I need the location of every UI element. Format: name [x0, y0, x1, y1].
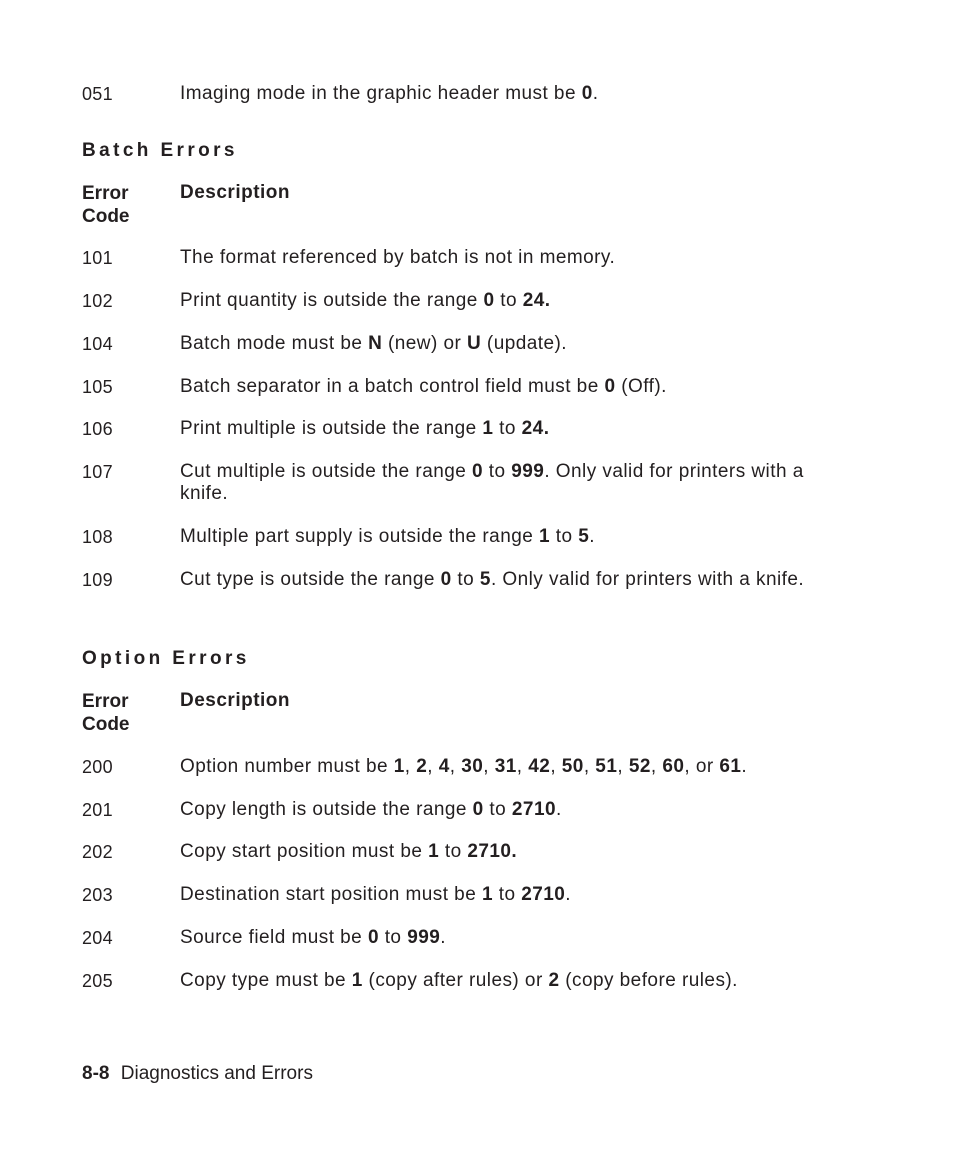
bold-value: 24. [522, 290, 551, 311]
error-description [180, 970, 840, 992]
error-description [180, 884, 840, 906]
bold-value: 1 [393, 756, 405, 777]
text-run: , [650, 756, 663, 777]
column-header-error-code-line1: Error [82, 183, 129, 204]
text-run: Cut multiple is outside the range [180, 461, 473, 482]
column-header-error-code [82, 182, 162, 228]
error-code: 106 [82, 419, 113, 439]
error-description [180, 333, 840, 355]
text-run: to [550, 526, 579, 547]
bold-value: 1 [481, 884, 493, 905]
text-run: , [483, 756, 495, 777]
error-code: 051 [82, 84, 113, 104]
bold-value: 0 [367, 927, 379, 948]
error-code: 105 [82, 377, 113, 397]
text-run: , or [684, 756, 720, 777]
error-code: 203 [82, 885, 113, 905]
text-run: . [565, 884, 572, 905]
error-description [180, 569, 840, 591]
page-number: 8-8 [82, 1063, 110, 1084]
text-run: (new) or [382, 333, 468, 354]
text-run: Imaging mode in the graphic header must be [180, 83, 582, 104]
column-header-error-code-line2: Code [82, 714, 130, 735]
bold-value: 2710. [467, 841, 518, 862]
column-header-description: Description [180, 182, 291, 203]
bold-value: 0 [581, 83, 593, 104]
error-description [180, 461, 840, 505]
text-run: to [483, 799, 512, 820]
column-header-description: Description [180, 690, 291, 711]
section-title-batch-errors: Batch Errors [82, 140, 238, 161]
bold-value: 61 [719, 756, 742, 777]
text-run: to [492, 884, 522, 905]
error-description [180, 756, 840, 778]
bold-value: 5 [479, 569, 491, 590]
text-run: , [550, 756, 562, 777]
text-run: , [449, 756, 462, 777]
text-run: Multiple part supply is outside the range [180, 526, 539, 547]
text-run: . Only valid for printers with a knife. [180, 461, 804, 504]
bold-value: 1 [351, 970, 363, 991]
text-run: . [440, 927, 446, 948]
bold-value: 0 [472, 461, 484, 482]
error-code: 109 [82, 570, 113, 590]
error-code: 200 [82, 757, 113, 777]
bold-value: 30 [461, 756, 484, 777]
bold-value: 2 [548, 970, 560, 991]
bold-value: 60 [662, 756, 685, 777]
error-code: 202 [82, 842, 113, 862]
bold-value: 2710 [511, 799, 556, 820]
bold-value: 42 [528, 756, 551, 777]
column-header-error-code [82, 690, 162, 736]
text-run: Batch separator in a batch control field must be [180, 376, 605, 397]
text-run: , [617, 756, 629, 777]
text-run: . [589, 526, 595, 547]
error-code: 107 [82, 462, 113, 482]
text-run: Cut type is outside the range [180, 569, 441, 590]
text-run: Source field must be [180, 927, 368, 948]
text-run: (update). [481, 333, 568, 354]
text-run: , [516, 756, 529, 777]
text-run: . Only valid for printers with a knife. [490, 569, 805, 590]
text-run: , [404, 756, 417, 777]
text-run: (copy after rules) or [362, 970, 549, 991]
bold-value: 24. [521, 418, 550, 439]
error-description [180, 526, 840, 548]
error-description [180, 83, 840, 105]
text-run: Destination start position must be [180, 884, 482, 905]
error-code: 108 [82, 527, 113, 547]
text-run: , [427, 756, 439, 777]
bold-value: 0 [472, 799, 484, 820]
text-run: , [583, 756, 596, 777]
text-run: (Off). [615, 376, 667, 397]
error-description [180, 376, 840, 398]
text-run: to [451, 569, 480, 590]
column-header-error-code-line1: Error [82, 691, 129, 712]
page-footer [82, 1063, 313, 1085]
text-run: Copy start position must be [180, 841, 429, 862]
bold-value: 0 [440, 569, 452, 590]
error-code: 104 [82, 334, 113, 354]
text-run: Option number must be [180, 756, 394, 777]
bold-value: 5 [578, 526, 590, 547]
error-code: 205 [82, 971, 113, 991]
bold-value: 1 [482, 418, 494, 439]
text-run: The format referenced by batch is not in memory. [180, 247, 616, 268]
error-description [180, 799, 840, 821]
column-header-error-code-line2: Code [82, 206, 130, 227]
text-run: Print multiple is outside the range [180, 418, 483, 439]
text-run: to [483, 461, 512, 482]
error-code: 102 [82, 291, 113, 311]
text-run: . [741, 756, 748, 777]
error-description [180, 247, 840, 269]
error-description [180, 927, 840, 949]
text-run: Print quantity is outside the range [180, 290, 484, 311]
bold-value: 0 [604, 376, 616, 397]
text-run: (copy before rules). [559, 970, 738, 991]
bold-value: N [368, 333, 383, 354]
bold-value: 0 [483, 290, 495, 311]
bold-value: 999 [511, 461, 545, 482]
text-run: to [493, 418, 522, 439]
error-code: 204 [82, 928, 113, 948]
text-run: Copy length is outside the range [180, 799, 473, 820]
bold-value: 2710 [521, 884, 566, 905]
error-code: 101 [82, 248, 113, 268]
bold-value: 31 [494, 756, 517, 777]
chapter-title: Diagnostics and Errors [120, 1063, 313, 1084]
bold-value: 2 [416, 756, 428, 777]
text-run: to [378, 927, 408, 948]
text-run: . [555, 799, 562, 820]
error-description [180, 418, 840, 440]
bold-value: 50 [561, 756, 584, 777]
bold-value: 1 [538, 526, 551, 547]
error-code: 201 [82, 800, 113, 820]
bold-value: 999 [407, 927, 441, 948]
bold-value: 51 [595, 756, 618, 777]
bold-value: U [467, 333, 482, 354]
bold-value: 52 [628, 756, 651, 777]
text-run: Batch mode must be [180, 333, 369, 354]
error-description [180, 290, 840, 312]
text-run: to [494, 290, 523, 311]
text-run: Copy type must be [180, 970, 352, 991]
section-title-option-errors: Option Errors [82, 648, 250, 669]
error-description [180, 841, 840, 863]
text-run: . [592, 83, 599, 104]
bold-value: 1 [428, 841, 440, 862]
text-run: to [439, 841, 468, 862]
bold-value: 4 [438, 756, 450, 777]
